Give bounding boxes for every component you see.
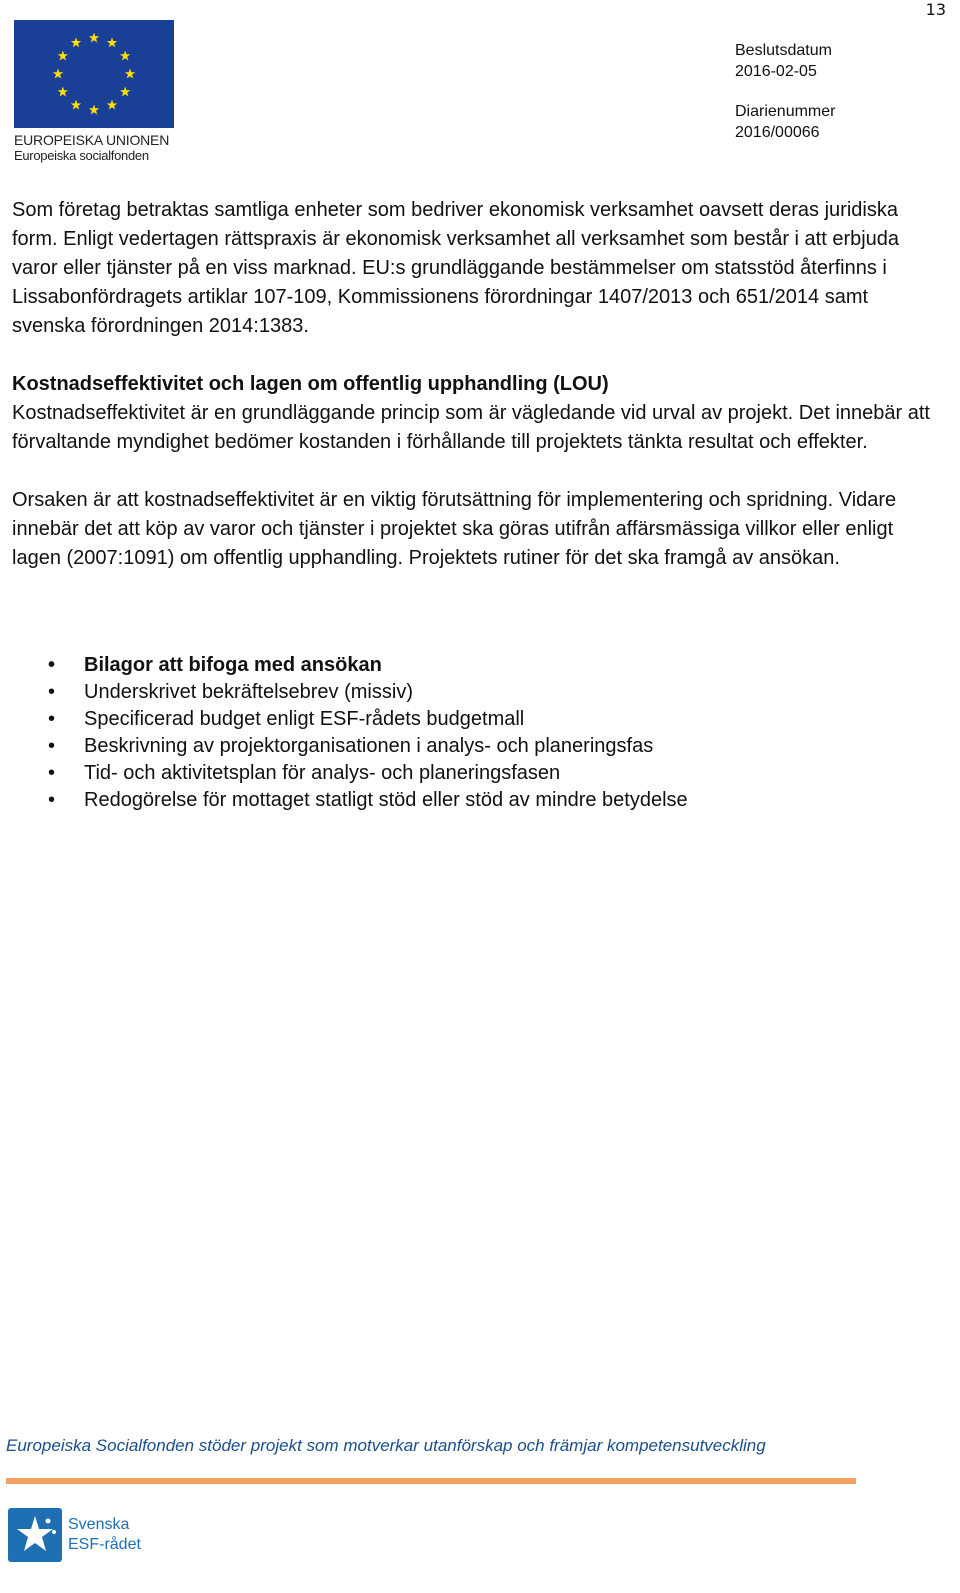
paragraph-state-aid: Som företag betraktas samtliga enheter som bedriver ekonomisk verksamhet oavsett deras juridiska form. Enligt vedertagen rättspraxis är ekonomisk verksamhet all verksamhet som består i att erbjuda varor eller tjänster på en viss marknad. EU:s grundläggande bestämmelser om statsstöd återfinns i Lissabonfördragets artiklar 107-109, Kommissionens förordningar 1407/2013 och 651/2014 samt svenska förordningen 2014:1383. bbox=[12, 199, 900, 337]
esf-logo-line1: Svenska bbox=[68, 1516, 130, 1533]
diary-number-label: Diarienummer bbox=[735, 103, 836, 120]
eu-logo-title: EUROPEISKA UNIONEN bbox=[14, 132, 170, 148]
decision-date-value: 2016-02-05 bbox=[735, 63, 817, 80]
list-item: • Redogörelse för mottaget statligt stöd eller stöd av mindre betydelse bbox=[48, 787, 688, 814]
diary-number-value: 2016/00066 bbox=[735, 124, 820, 141]
list-item: • Beskrivning av projektorganisationen i analys- och planeringsfas bbox=[48, 733, 688, 760]
section-heading: Kostnadseffektivitet och lagen om offentlig upphandling (LOU) bbox=[12, 373, 609, 395]
decision-date-block bbox=[735, 40, 832, 82]
esf-logo bbox=[8, 1508, 141, 1562]
list-item: • Bilagor att bifoga med ansökan bbox=[48, 652, 688, 679]
list-item: • Tid- och aktivitetsplan för analys- och planeringsfasen bbox=[48, 760, 688, 787]
list-item: • Specificerad budget enligt ESF-rådets budgetmall bbox=[48, 706, 688, 733]
paragraph-procurement: Orsaken är att kostnadseffektivitet är en viktig förutsättning för implementering och spridning. Vidare innebär det att köp av varor och tjänster i projektet ska göras utifrån affärsmässiga villkor eller enligt lagen (2007:1091) om offentlig upphandling. Projektets rutiner för det ska framgå av ansökan. bbox=[12, 489, 897, 569]
esf-star-icon bbox=[8, 1508, 62, 1562]
document-body bbox=[12, 196, 942, 573]
diary-number-block bbox=[735, 101, 835, 143]
page-number: 13 bbox=[925, 0, 946, 19]
footer-divider bbox=[6, 1478, 856, 1484]
list-item: • Underskrivet bekräftelsebrev (missiv) bbox=[48, 679, 688, 706]
attachments-list bbox=[48, 652, 688, 814]
eu-logo bbox=[14, 20, 176, 163]
footer-tagline: Europeiska Socialfonden stöder projekt som motverkar utanförskap och främjar kompetensutveckling bbox=[6, 1436, 766, 1455]
eu-logo-subtitle: Europeiska socialfonden bbox=[14, 148, 149, 163]
paragraph-cost-effectiveness: Kostnadseffektivitet är en grundläggande princip som är vägledande vid urval av projekt. Det innebär att förvaltande myndighet bedömer kostanden i förhållande till projektets tänkta resultat och effekter. bbox=[12, 402, 930, 453]
esf-logo-line2: ESF-rådet bbox=[68, 1536, 141, 1553]
decision-date-label: Beslutsdatum bbox=[735, 42, 832, 59]
eu-flag-icon bbox=[14, 20, 174, 128]
